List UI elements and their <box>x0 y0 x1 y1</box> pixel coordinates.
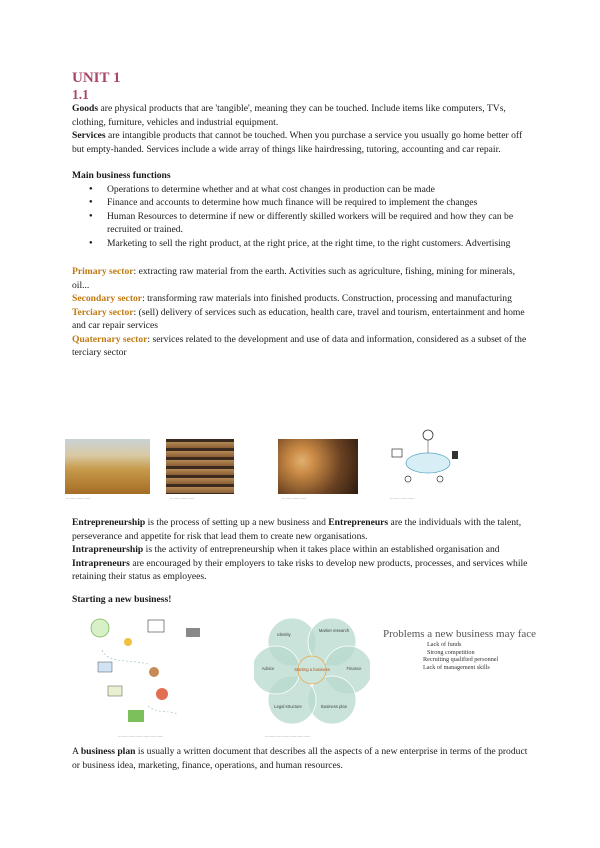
wheat-field-photo <box>65 439 150 494</box>
terciary-sector: Terciary sector: (sell) delivery of services such as education, health care, travel and tourism, entertainment and home and car repair services <box>72 306 525 331</box>
services-paragraph <box>72 129 532 156</box>
problem-item: Lack of funds <box>427 641 462 648</box>
list-item: ● Marketing to sell the right product, at the right price, at the right time, to the right customers. Advertising <box>107 237 532 251</box>
secondary-sector: Secondary sector: transforming raw materials into finished products. Construction, processing and manufacturing <box>72 293 512 304</box>
unit-title: UNIT 1 <box>72 70 121 86</box>
problem-item: Strong competition <box>427 648 475 656</box>
venn-petal: Business plan <box>320 704 348 709</box>
functions-list <box>72 183 532 251</box>
goods-paragraph <box>72 102 532 129</box>
image-caption: ····················· <box>66 497 91 501</box>
bakery-display-photo <box>278 439 358 494</box>
image-caption: ····················· <box>170 497 195 501</box>
problems-title: Problems a new business may face <box>383 628 537 640</box>
starting-heading: Starting a new business! <box>72 594 172 605</box>
primary-sector: Primary sector: extracting raw material from the earth. Activities such as agriculture, fishing, mining for minerals, oil... <box>72 266 516 291</box>
goods-term: Goods <box>72 103 99 114</box>
list-item: ● Finance and accounts to determine how much finance will be required to implement the changes <box>107 196 532 210</box>
list-item: ● Human Resources to determine if new or differently skilled workers will be required and how they can be recruited or trained. <box>107 210 532 237</box>
quaternary-sector: Quaternary sector: services related to the development and use of data and information, considered as a subset of the terciary sector <box>72 333 527 358</box>
bread-rack-photo <box>166 439 234 494</box>
problem-item: Recruiting qualified personnel <box>423 656 499 663</box>
venn-petal: Advice <box>261 666 275 671</box>
venn-petal: Finance <box>346 666 362 671</box>
problem-item: Lack of management skills <box>423 663 490 671</box>
venn-diagram <box>254 612 370 730</box>
venn-center: Starting a business <box>294 667 330 672</box>
information-diagram <box>386 427 466 495</box>
services-term: Services <box>72 130 106 141</box>
image-caption: ······································· <box>265 735 311 739</box>
services-text: are intangible products that cannot be touched. When you purchase a service you usually go home better off but empty-handed. Services include a wide array of things like hairdressing, tutoring, accounting and car repair. <box>72 130 523 155</box>
image-caption: ······································· <box>118 735 164 739</box>
list-item: ● Operations to determine whether and at what cost changes in production can be made <box>107 183 532 197</box>
venn-petal: Identity <box>277 632 291 637</box>
goods-text: are physical products that are 'tangible', meaning they can be touched. Include items like computers, TVs, clothing, furniture, vehicles and industrial equipment. <box>72 103 506 128</box>
entrepreneurship-paragraph: Entrepreneurship is the process of setting up a new business and Entrepreneurs are the individuals with the talent, perseverance and appetite for risk that lead them to create new organisations. Intrapreneurship is the activity of entrepreneurship when it takes place within an established organisation and Intrapreneurs are encouraged by their employers to take risks to develop new products, processes, and services while retaining their status as employees. <box>72 517 528 582</box>
image-caption: ····················· <box>282 497 307 501</box>
venn-petal: Legal structure <box>274 704 302 709</box>
business-plan-paragraph: A business plan is usually a written document that describes all the aspects of a new enterprise in terms of the product or business idea, marketing, finance, operations, and human resources. <box>72 746 528 771</box>
section-number: 1.1 <box>72 87 89 102</box>
image-caption: ····················· <box>390 497 415 501</box>
document-body <box>72 70 532 360</box>
business-flow-diagram <box>88 614 208 732</box>
problems-box <box>383 628 543 671</box>
venn-petal: Market research <box>318 628 350 633</box>
functions-heading: Main business functions <box>72 170 171 181</box>
